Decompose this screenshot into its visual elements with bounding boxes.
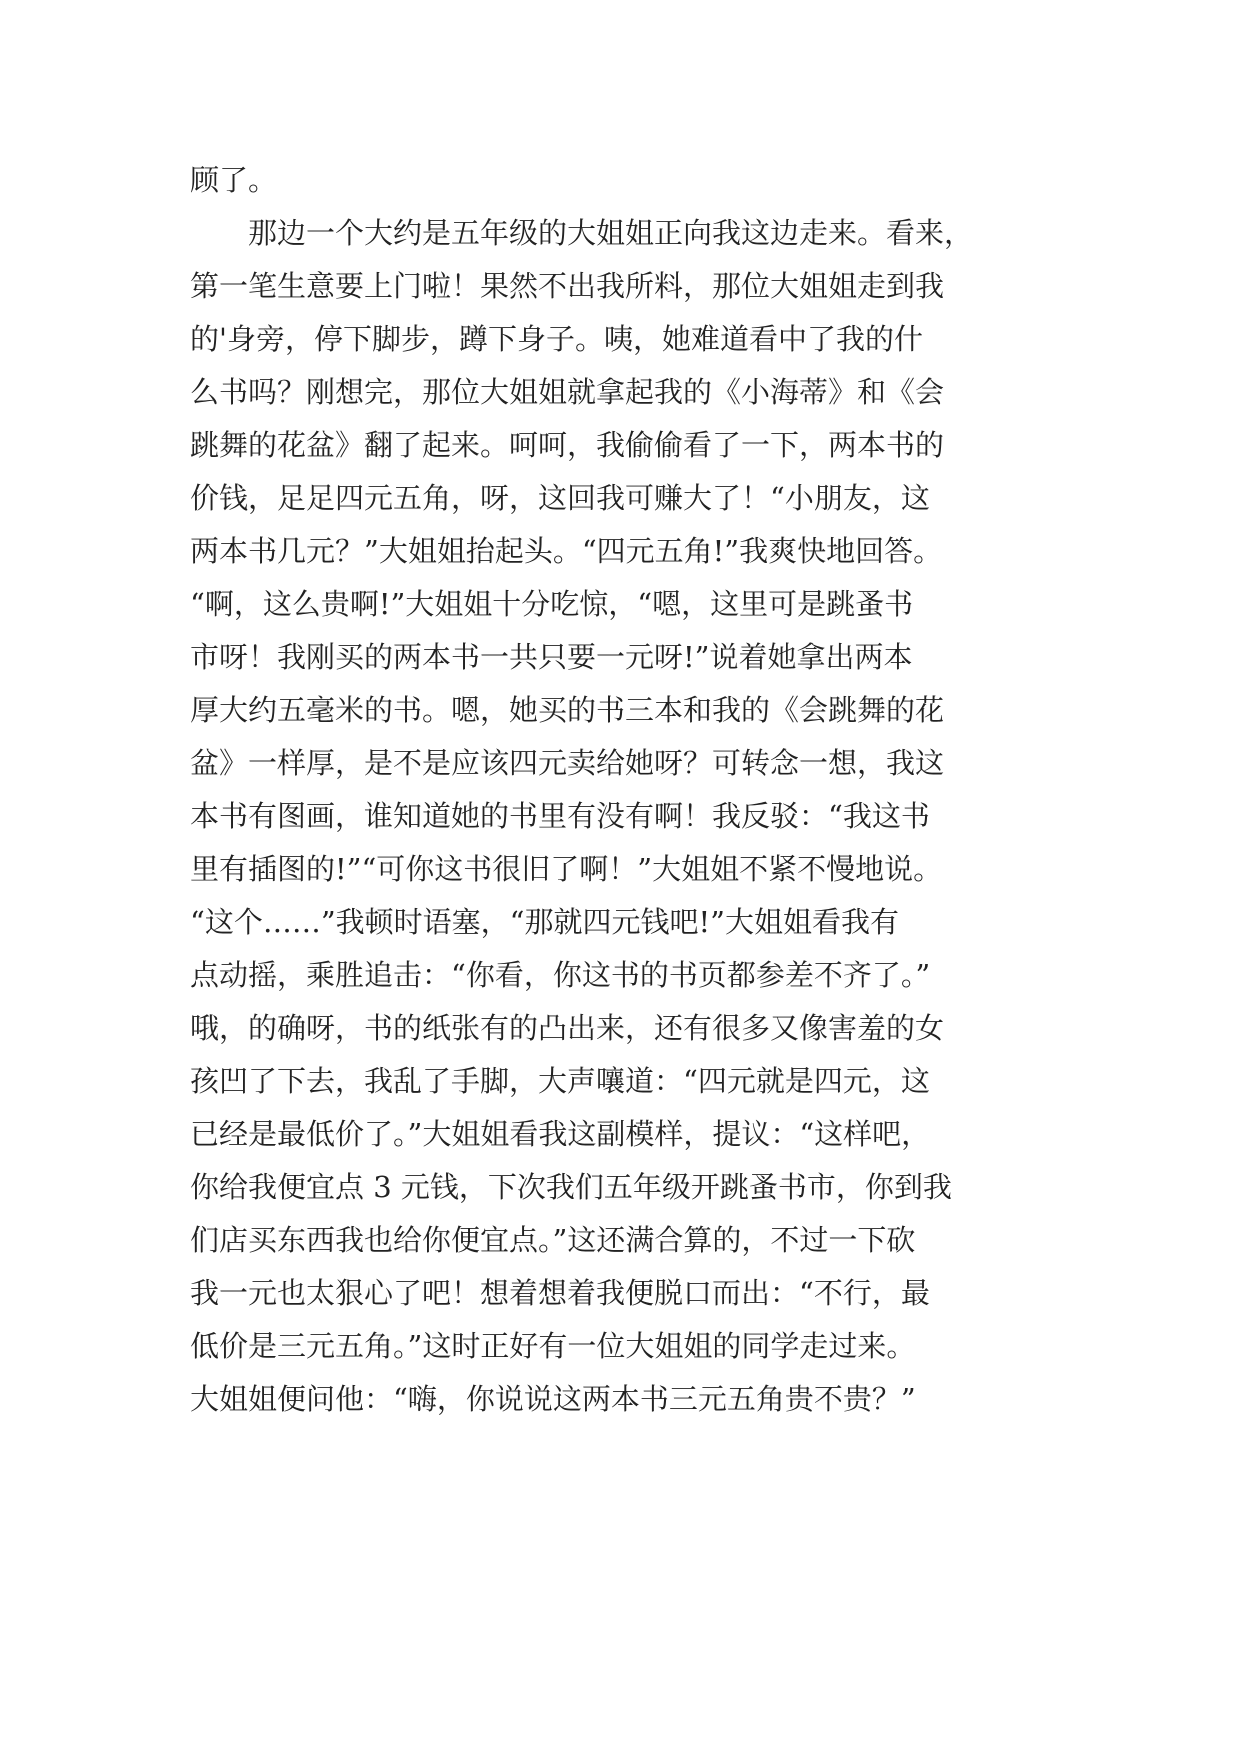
text-line: “这个……”我顿时语塞，“那就四元钱吧!”大姐姐看我有: [190, 905, 899, 939]
text-line: 第一笔生意要上门啦！果然不出我所料，那位大姐姐走到我: [190, 269, 945, 303]
text-line: 孩凹了下去，我乱了手脚，大声嚷道：“四元就是四元，这: [190, 1064, 930, 1098]
text-line: 们店买东西我也给你便宜点。”这还满合算的，不过一下砍: [190, 1223, 916, 1257]
text-line: 的'身旁，停下脚步，蹲下身子。咦，她难道看中了我的什: [190, 322, 923, 356]
text-line: 跳舞的花盆》翻了起来。呵呵，我偷偷看了一下，两本书的: [190, 428, 945, 462]
text-line: 市呀！我刚买的两本书一共只要一元呀!”说着她拿出两本: [190, 640, 913, 674]
text-line: 你给我便宜点 3 元钱，下次我们五年级开跳蚤书市，你到我: [190, 1170, 952, 1204]
text-line: 两本书几元？”大姐姐抬起头。“四元五角!”我爽快地回答。: [190, 534, 943, 568]
text-line: 盆》一样厚，是不是应该四元卖给她呀？可转念一想，我这: [190, 746, 945, 780]
text-line: 低价是三元五角。”这时正好有一位大姐姐的同学走过来。: [190, 1329, 916, 1363]
text-line: 么书吗？刚想完，那位大姐姐就拿起我的《小海蒂》和《会: [190, 375, 945, 409]
text-line: 已经是最低价了。”大姐姐看我这副模样，提议：“这样吧，: [190, 1117, 931, 1151]
text-line: 里有插图的!”“可你这书很旧了啊！”大姐姐不紧不慢地说。: [190, 852, 943, 886]
text-line: 顾了。: [190, 163, 278, 197]
text-line: “啊，这么贵啊!”大姐姐十分吃惊，“嗯，这里可是跳蚤书: [190, 587, 914, 621]
text-line: 哦，的确呀，书的纸张有的凸出来，还有很多又像害羞的女: [190, 1011, 945, 1045]
text-line: 本书有图画，谁知道她的书里有没有啊！我反驳：“我这书: [190, 799, 930, 833]
text-line: 大姐姐便问他：“嗨，你说说这两本书三元五角贵不贵？”: [190, 1382, 916, 1416]
text-line: 价钱，足足四元五角，呀，这回我可赚大了！“小朋友，这: [190, 481, 930, 515]
text-line: 厚大约五毫米的书。嗯，她买的书三本和我的《会跳舞的花: [190, 693, 945, 727]
text-line: 我一元也太狠心了吧！想着想着我便脱口而出：“不行，最: [190, 1276, 930, 1310]
text-line: 那边一个大约是五年级的大姐姐正向我这边走来。看来，: [190, 216, 974, 250]
text-line: 点动摇，乘胜追击：“你看，你这书的书页都参差不齐了。”: [190, 958, 931, 992]
